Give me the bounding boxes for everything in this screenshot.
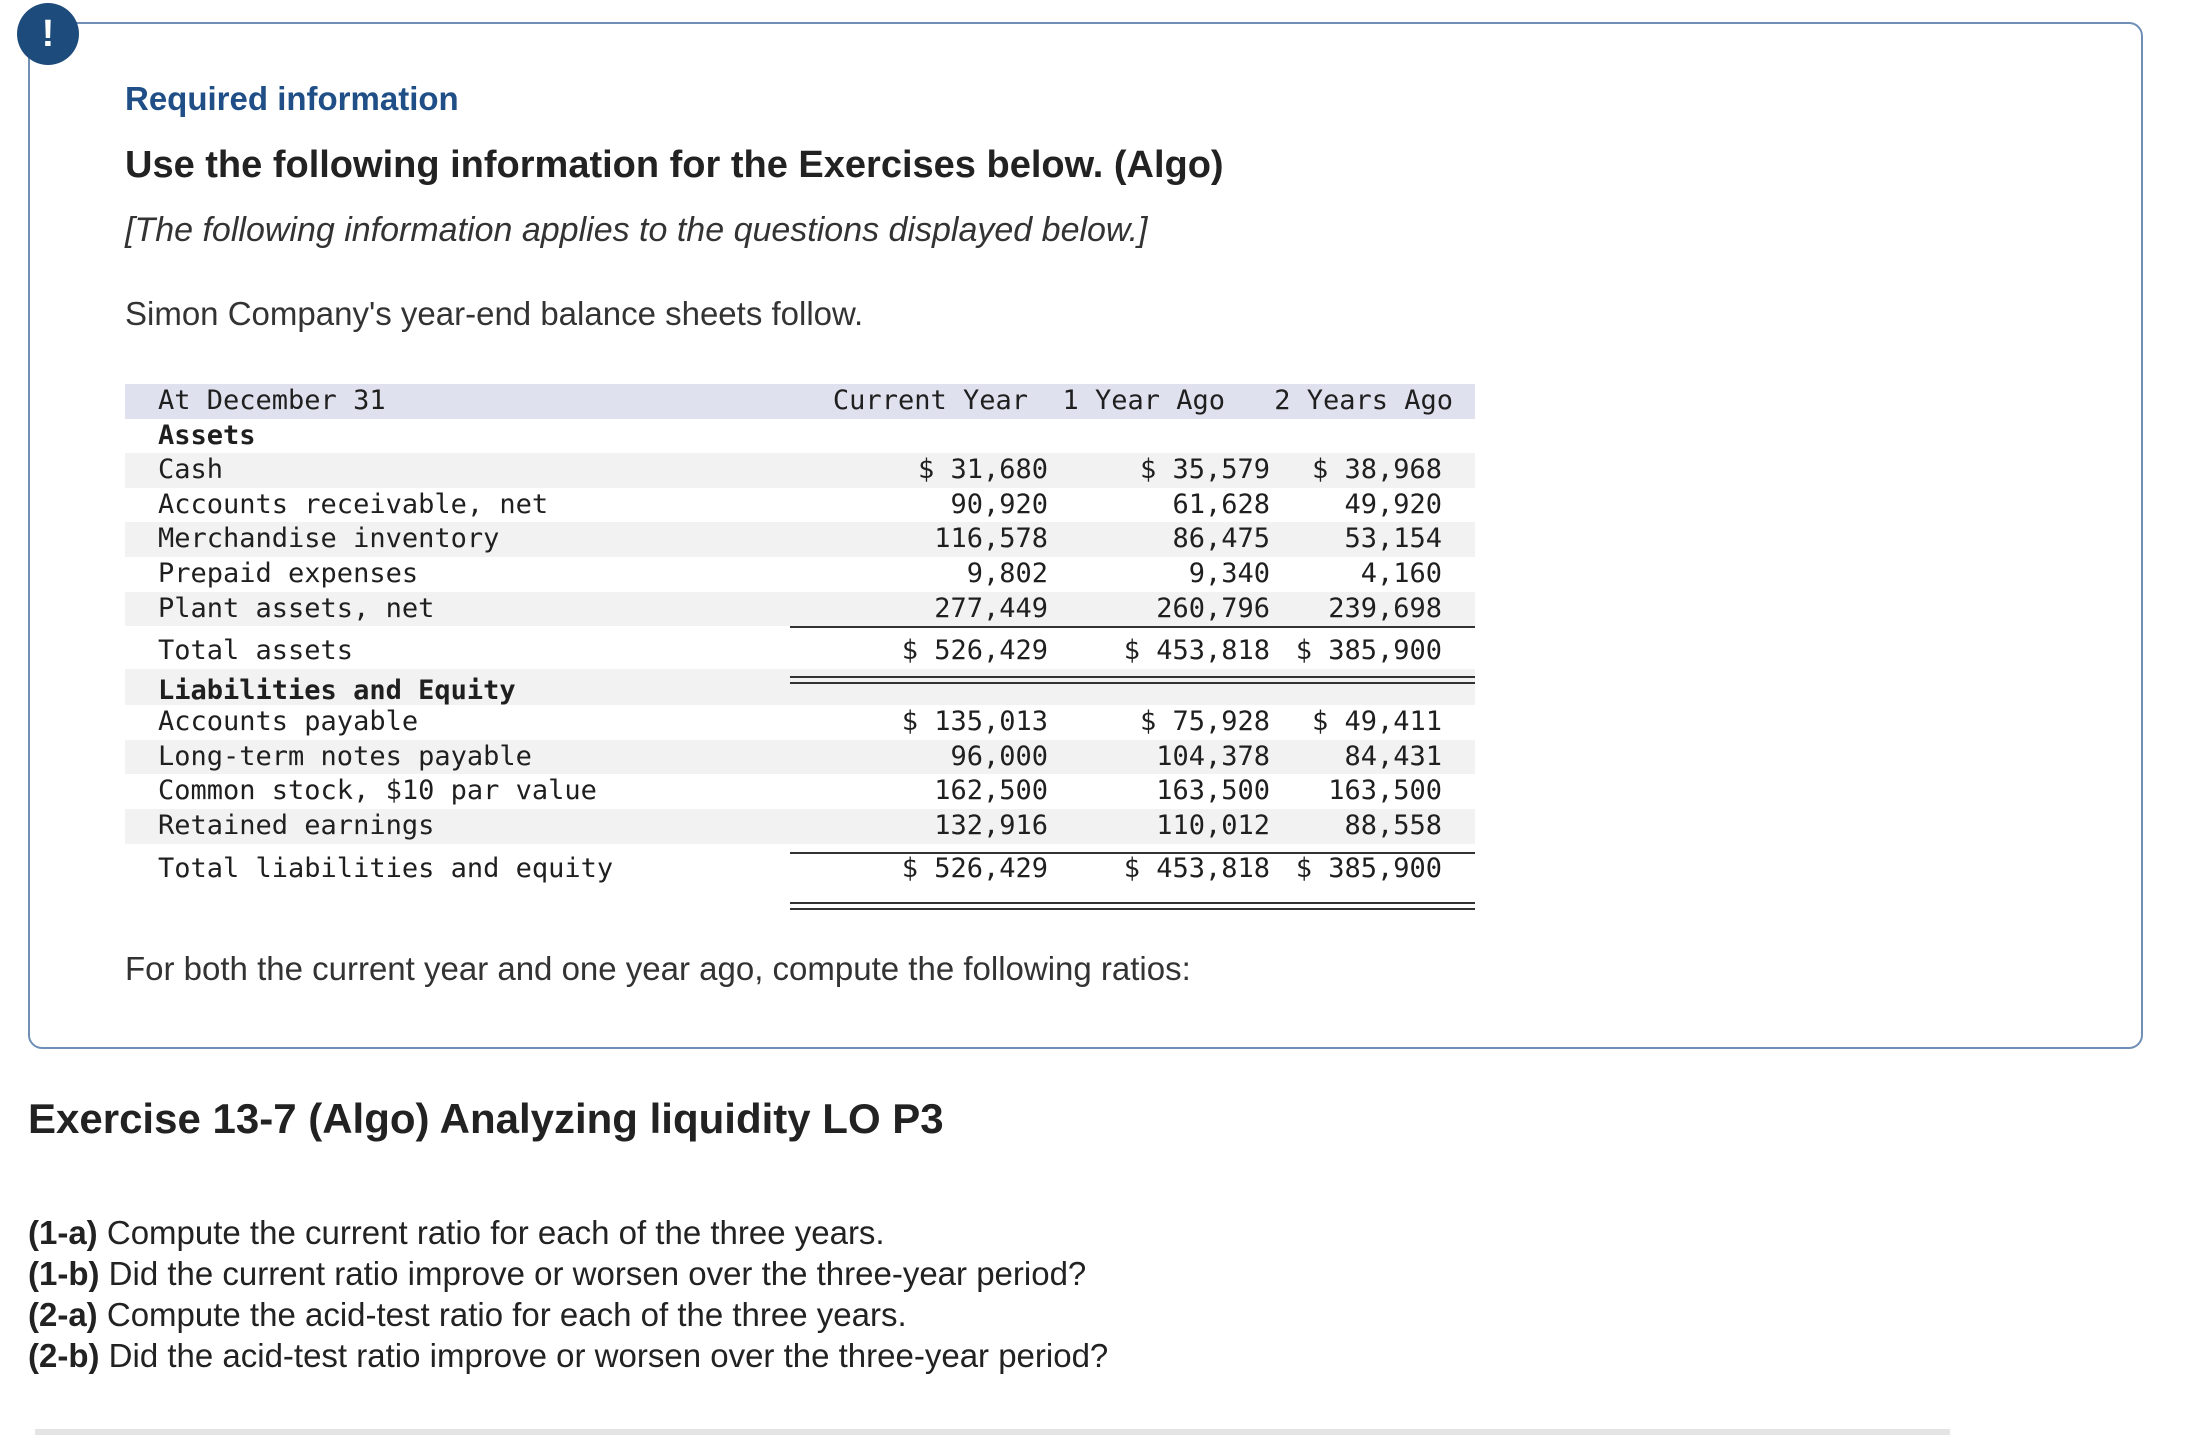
one-year-ago-value: 110,012 [1156,809,1270,841]
current-year-value: 116,578 [934,523,1048,555]
current-year-value: 162,500 [934,775,1048,807]
alert-icon: ! [17,3,79,65]
exercise-title: Exercise 13-7 (Algo) Analyzing liquidity LO P3 [28,1095,944,1142]
two-years-ago-value: 88,558 [1344,809,1442,841]
row-label: Retained earnings [158,809,435,841]
row-label: Prepaid expenses [158,557,419,589]
total-assets-row [125,626,1475,669]
one-year-ago-value: $ 453,818 [1123,635,1270,667]
two-years-ago-value: $ 38,968 [1311,454,1442,486]
row-label: Total assets [158,635,354,667]
two-years-ago-value: 4,160 [1360,557,1442,589]
header-2-years-ago: 2 Years Ago [1274,385,1453,416]
current-year-value: 9,802 [966,557,1048,589]
current-year-value: $ 31,680 [917,454,1048,486]
table-row [125,453,1475,488]
one-year-ago-value: $ 75,928 [1139,706,1270,738]
subtotal-rule [790,852,1475,854]
one-year-ago-value: 260,796 [1156,592,1270,624]
question-tag: (2-b) [28,1337,100,1374]
header-label: At December 31 [158,385,386,416]
double-total-rule [790,902,1475,910]
one-year-ago-value: $ 453,818 [1123,852,1270,884]
two-years-ago-value: 163,500 [1328,775,1442,807]
two-years-ago-value: $ 49,411 [1311,706,1442,738]
question-tag: (1-a) [28,1214,98,1251]
row-label: Common stock, $10 par value [158,775,597,807]
table-row [125,522,1475,557]
row-label: Cash [158,454,224,486]
one-year-ago-value: 163,500 [1156,775,1270,807]
balance-sheet-table [125,384,1475,887]
intro-text: Simon Company's year-end balance sheets follow. [125,295,864,332]
row-label: Accounts payable [158,706,419,738]
table-row [125,705,1475,740]
row-label: Long-term notes payable [158,740,532,772]
two-years-ago-value: 53,154 [1344,523,1442,555]
one-year-ago-value: 61,628 [1172,488,1270,520]
two-years-ago-value: 49,920 [1344,488,1442,520]
liabilities-heading-row [125,669,1475,705]
question-text: Compute the current ratio for each of the three years. [97,1214,885,1251]
one-year-ago-value: 104,378 [1156,740,1270,772]
one-year-ago-value: 9,340 [1188,557,1270,589]
table-header-row [125,384,1475,419]
one-year-ago-value: $ 35,579 [1139,454,1270,486]
current-year-value: $ 526,429 [901,852,1048,884]
question-item [28,1253,1108,1294]
subtotal-rule [790,626,1475,628]
question-text: Did the current ratio improve or worsen over the three-year period? [99,1255,1087,1292]
question-item [28,1294,1108,1335]
instructions-heading: Use the following information for the Exercises below. (Algo) [125,144,1224,186]
double-total-rule [790,676,1475,684]
two-years-ago-value: $ 385,900 [1295,852,1442,884]
table-row [125,592,1475,627]
current-year-value: 132,916 [934,809,1048,841]
current-year-value: 277,449 [934,592,1048,624]
question-text: Compute the acid-test ratio for each of the three years. [97,1296,907,1333]
question-item [28,1335,1108,1376]
table-row [125,740,1475,775]
question-text: Did the acid-test ratio improve or worsen over the three-year period? [99,1337,1109,1374]
question-item [28,1212,1108,1253]
header-current-year: Current Year [832,385,1028,416]
assets-heading-row [125,419,1475,454]
question-list [28,1212,1108,1376]
table-row [125,557,1475,592]
current-year-value: 90,920 [950,488,1048,520]
question-tag: (2-a) [28,1296,98,1333]
table-row [125,809,1475,844]
table-row [125,488,1475,523]
two-years-ago-value: 84,431 [1344,740,1442,772]
current-year-value: $ 135,013 [901,706,1048,738]
two-years-ago-value: 239,698 [1328,592,1442,624]
liabilities-heading: Liabilities and Equity [158,675,516,707]
question-tag: (1-b) [28,1255,100,1292]
row-label: Total liabilities and equity [158,852,614,884]
row-label: Merchandise inventory [158,523,500,555]
current-year-value: $ 526,429 [901,635,1048,667]
row-label: Plant assets, net [158,592,435,624]
assets-heading: Assets [158,419,256,451]
two-years-ago-value: $ 385,900 [1295,635,1442,667]
required-information-title: Required information [125,80,459,117]
header-1-year-ago: 1 Year Ago [1062,385,1225,416]
compute-instruction: For both the current year and one year ago, compute the following ratios: [125,950,1191,987]
row-label: Accounts receivable, net [158,488,549,520]
bottom-divider [35,1429,1950,1435]
one-year-ago-value: 86,475 [1172,523,1270,555]
total-liabilities-row [125,844,1475,887]
applies-note: [The following information applies to the questions displayed below.] [125,211,1148,249]
current-year-value: 96,000 [950,740,1048,772]
table-row [125,774,1475,809]
